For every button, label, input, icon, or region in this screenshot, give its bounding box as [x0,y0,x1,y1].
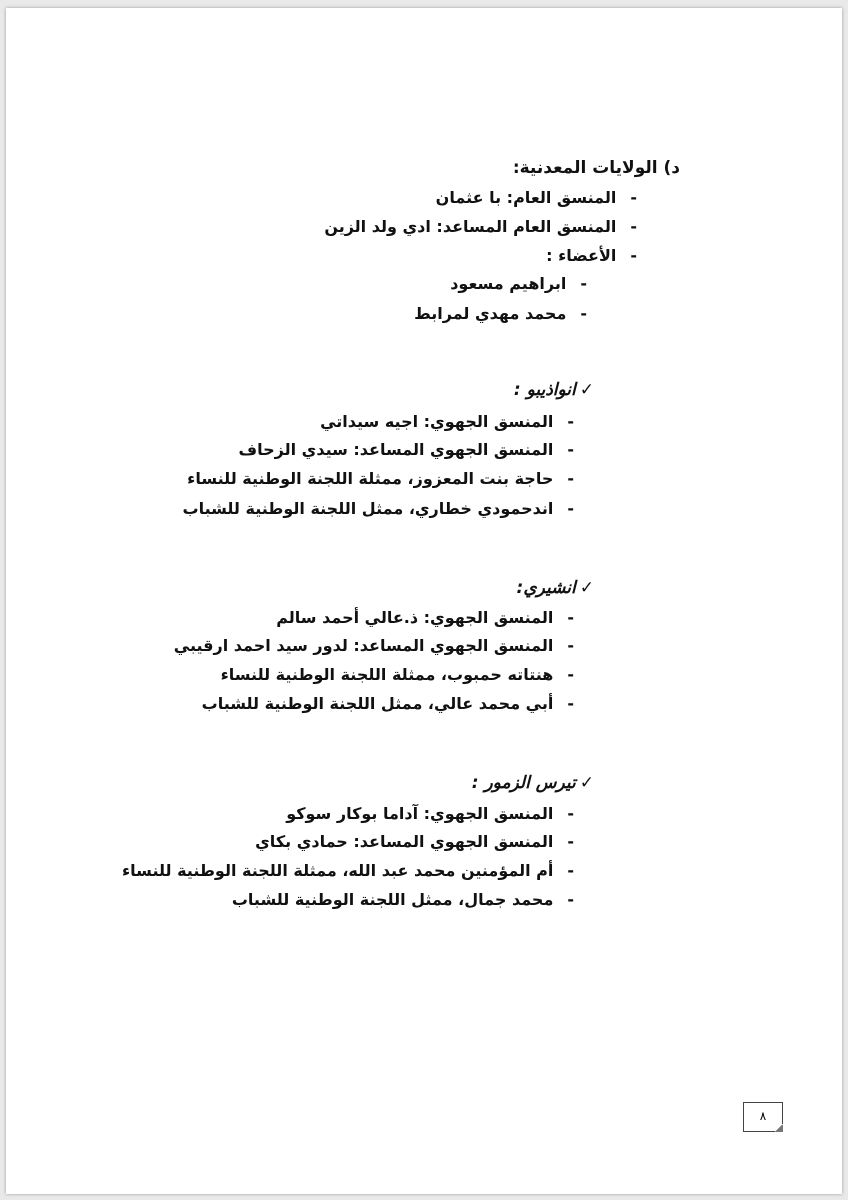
list-item: -المنسق العام: با عثمان [435,188,637,207]
member-item: -محمد مهدي لمرابط [414,304,587,323]
list-item: -المنسق الجهوي: ذ.عالي أحمد سالم [276,608,574,627]
section-heading-mining-states: د) الولايات المعدنية: [512,158,680,178]
list-item: -محمد جمال، ممثل اللجنة الوطنية للشباب [231,890,574,909]
list-item: -المنسق الجهوي المساعد: لدور سيد احمد ارقيبي [173,636,574,655]
section-heading-nouadhibou: ✓انواذيبو : [513,380,594,400]
list-item: -المنسق الجهوي: آداما بوكار سوكو [286,804,574,823]
check-icon: ✓ [579,578,594,598]
list-item: -المنسق الجهوي: اجيه سيداتي [320,412,574,431]
section-heading-inchiri: ✓انشيري: [516,578,594,598]
member-item: -ابراهيم مسعود [450,274,587,293]
list-item: -المنسق الجهوي المساعد: حمادي بكاي [255,832,574,851]
list-item: -الأعضاء : [546,246,637,265]
list-item: -هنتاته حمبوب، ممثلة اللجنة الوطنية للنساء [220,665,574,684]
list-item: -حاجة بنت المعزوز، ممثلة اللجنة الوطنية للنساء [187,469,574,488]
document-body [6,8,842,1194]
check-icon: ✓ [579,773,594,793]
check-icon: ✓ [579,380,594,400]
section-heading-tiris-zemmour: ✓تيرس الزمور : [471,773,594,793]
list-item: -المنسق الجهوي المساعد: سيدي الزحاف [238,440,574,459]
list-item: -أبي محمد عالي، ممثل اللجنة الوطنية للشباب [201,694,574,713]
document-page [6,8,842,1194]
list-item: -اندحمودي خطاري، ممثل اللجنة الوطنية للشباب [182,499,574,518]
list-item: -أم المؤمنين محمد عبد الله، ممثلة اللجنة الوطنية للنساء [121,861,574,880]
list-item: -المنسق العام المساعد: ادي ولد الزين [324,217,637,236]
page-number: ٨ [743,1102,783,1132]
